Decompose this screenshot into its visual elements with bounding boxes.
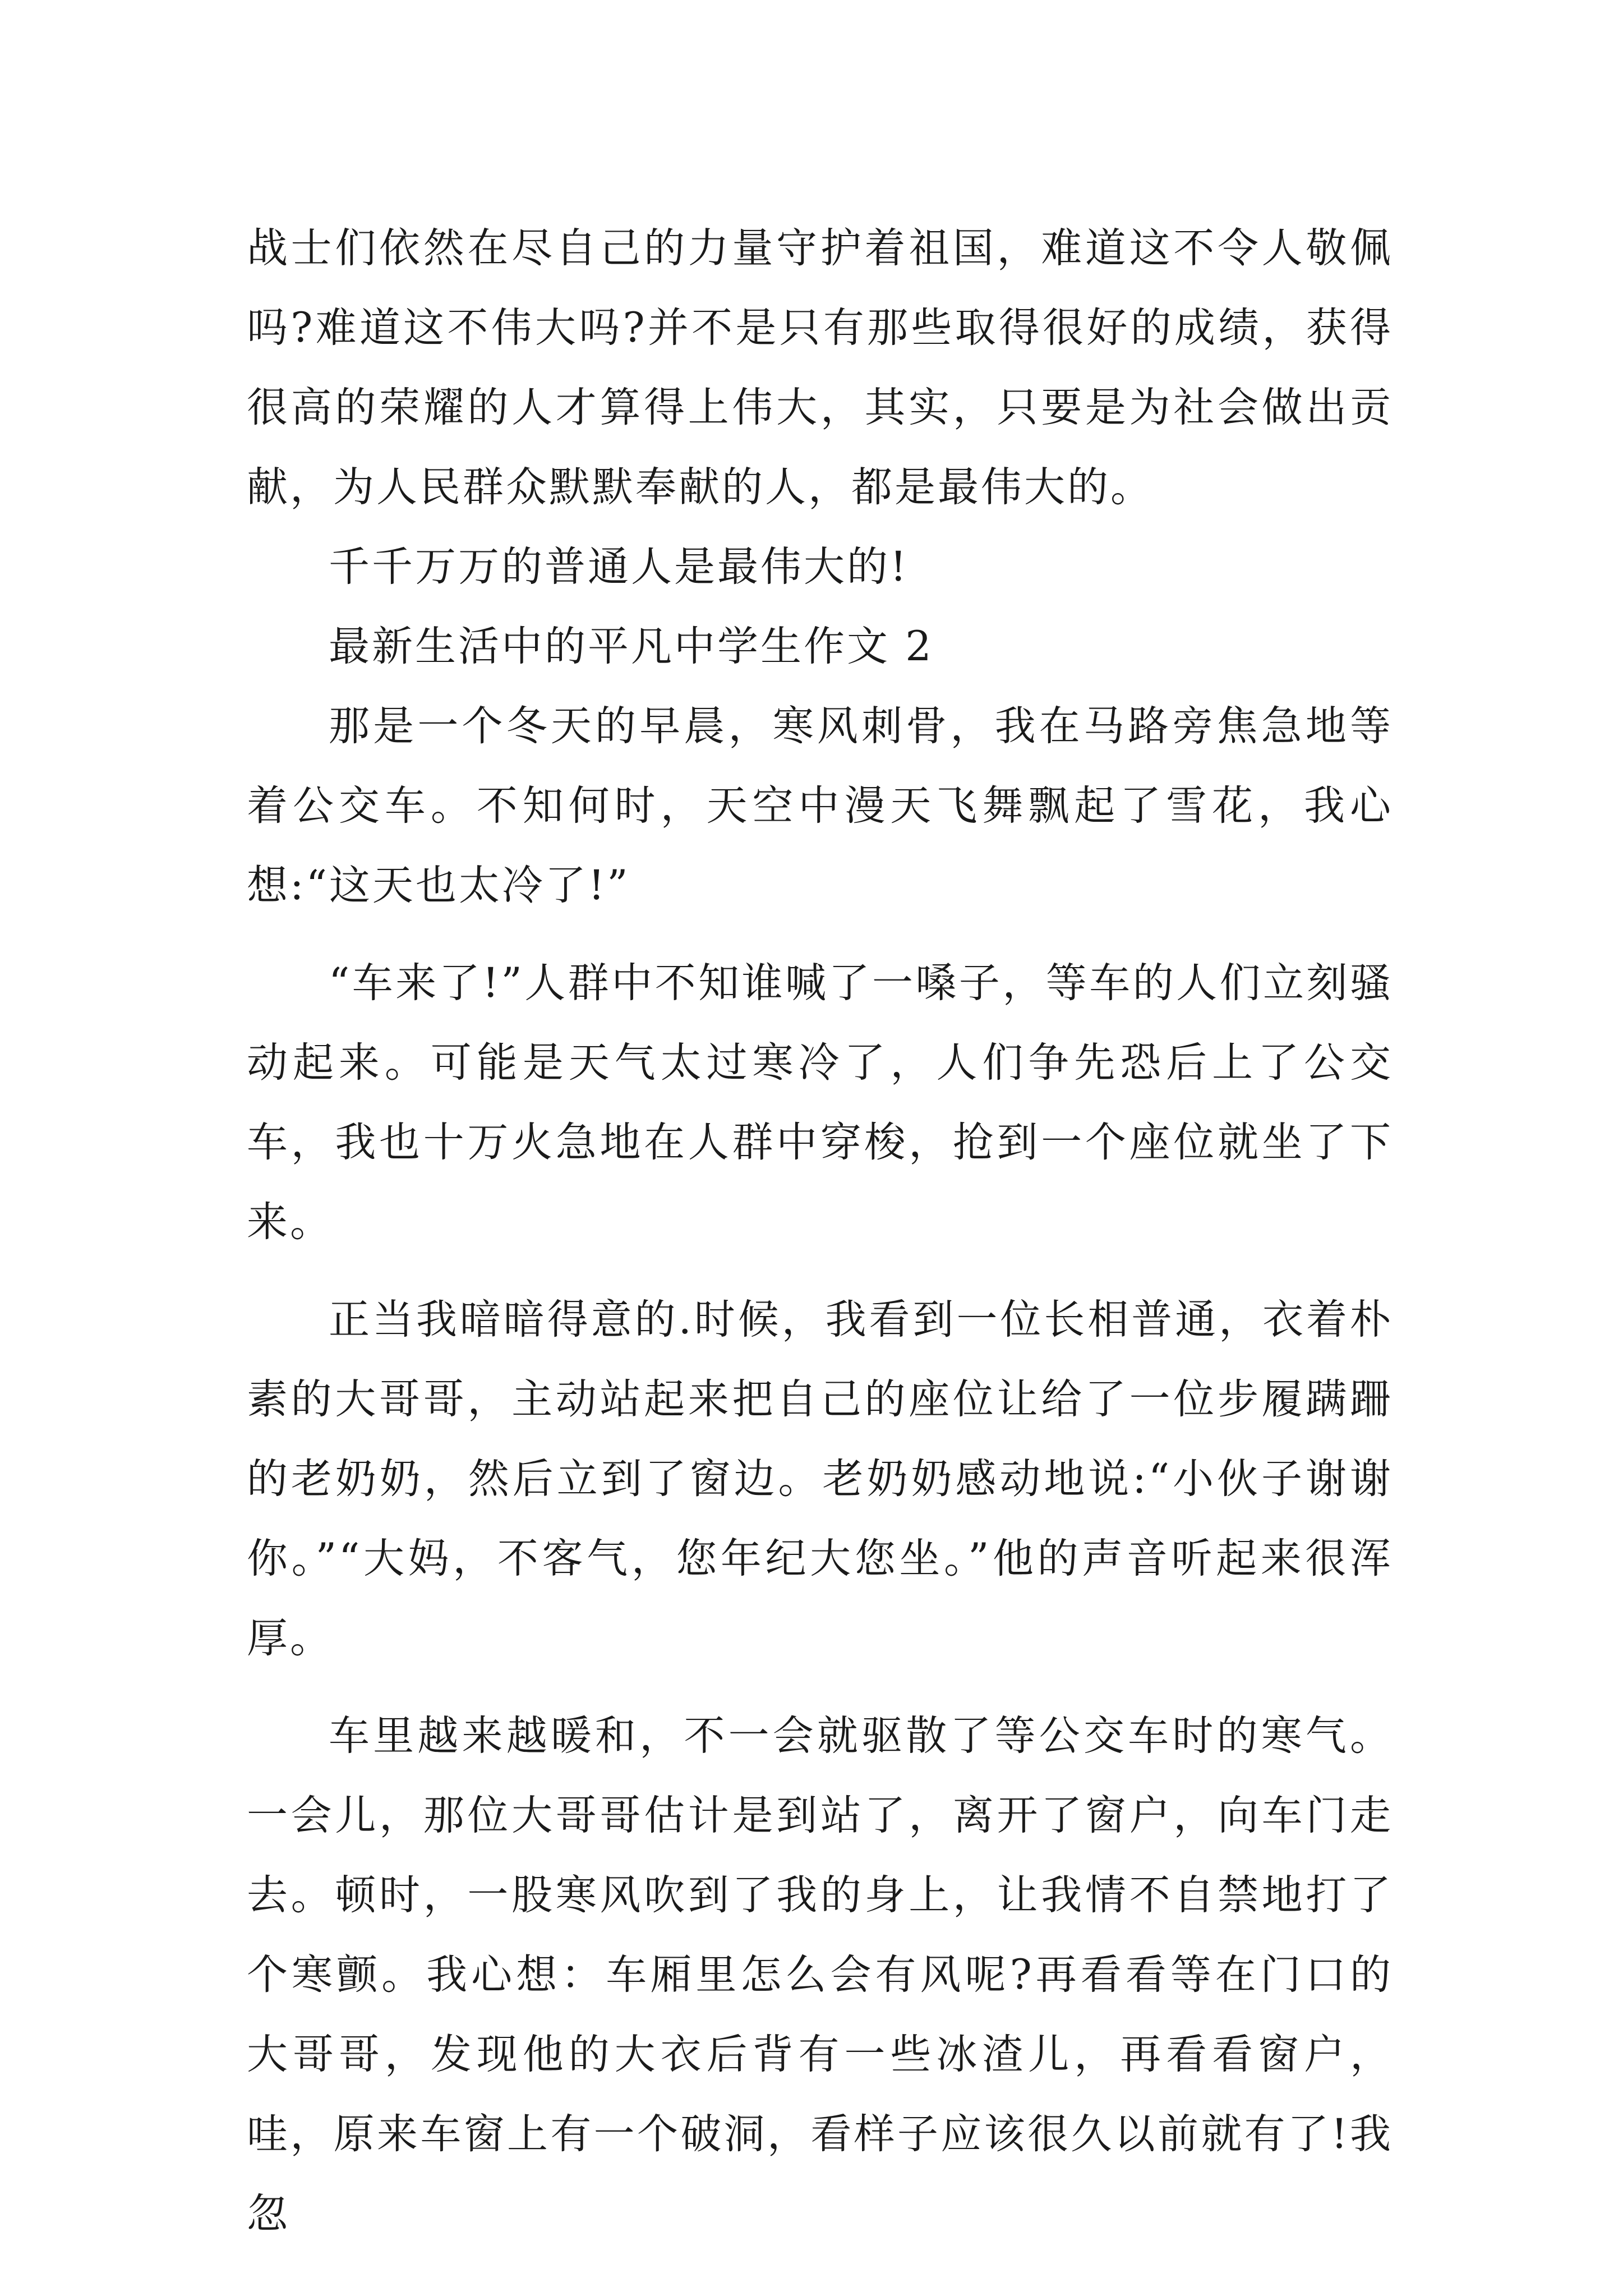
paragraph: “车来了!”人群中不知谁喊了一嗓子，等车的人们立刻骚动起来。可能是天气太过寒冷了，人们争先恐后上了公交车，我也十万火急地在人群中穿梭，抢到一个座位就坐了下来。: [247, 959, 1393, 1246]
paragraph: 那是一个冬天的早晨，寒风刺骨，我在马路旁焦急地等着公交车。不知何时，天空中漫天飞舞飘起了雪花，我心想:“这天也太冷了!”: [247, 702, 1393, 909]
paragraph-conclusion: 千千万万的普通人是最伟大的!: [329, 543, 909, 591]
essay-title: 最新生活中的平凡中学生作文 2: [329, 623, 934, 670]
paragraph-continuation: 战士们依然在尽自己的力量守护着祖国，难道这不令人敬佩吗?难道这不伟大吗?并不是只有那些取得很好的成绩，获得很高的荣耀的人才算得上伟大，其实，只要是为社会做出贡献，为人民群众默默奉献的人，都是最伟大的。: [247, 224, 1393, 511]
paragraph: 车里越来越暖和，不一会就驱散了等公交车时的寒气。一会儿，那位大哥哥估计是到站了，离开了窗户，向车门走去。顿时，一股寒风吹到了我的身上，让我情不自禁地打了个寒颤。我心想：车厢里怎么会有风呢?再看看等在门口的大哥哥，发现他的大衣后背有一些冰渣儿，再看看窗户，哇，原来车窗上有一个破洞，看样子应该很久以前就有了!我忽: [247, 1712, 1393, 2238]
article-body: [247, 209, 1393, 2254]
paragraph: 正当我暗暗得意的.时候，我看到一位长相普通，衣着朴素的大哥哥，主动站起来把自己的座位让给了一位步履蹒跚的老奶奶，然后立到了窗边。老奶奶感动地说:“小伙子谢谢你。”“大妈，不客气，您年纪大您坐。”他的声音听起来很浑厚。: [247, 1296, 1393, 1662]
